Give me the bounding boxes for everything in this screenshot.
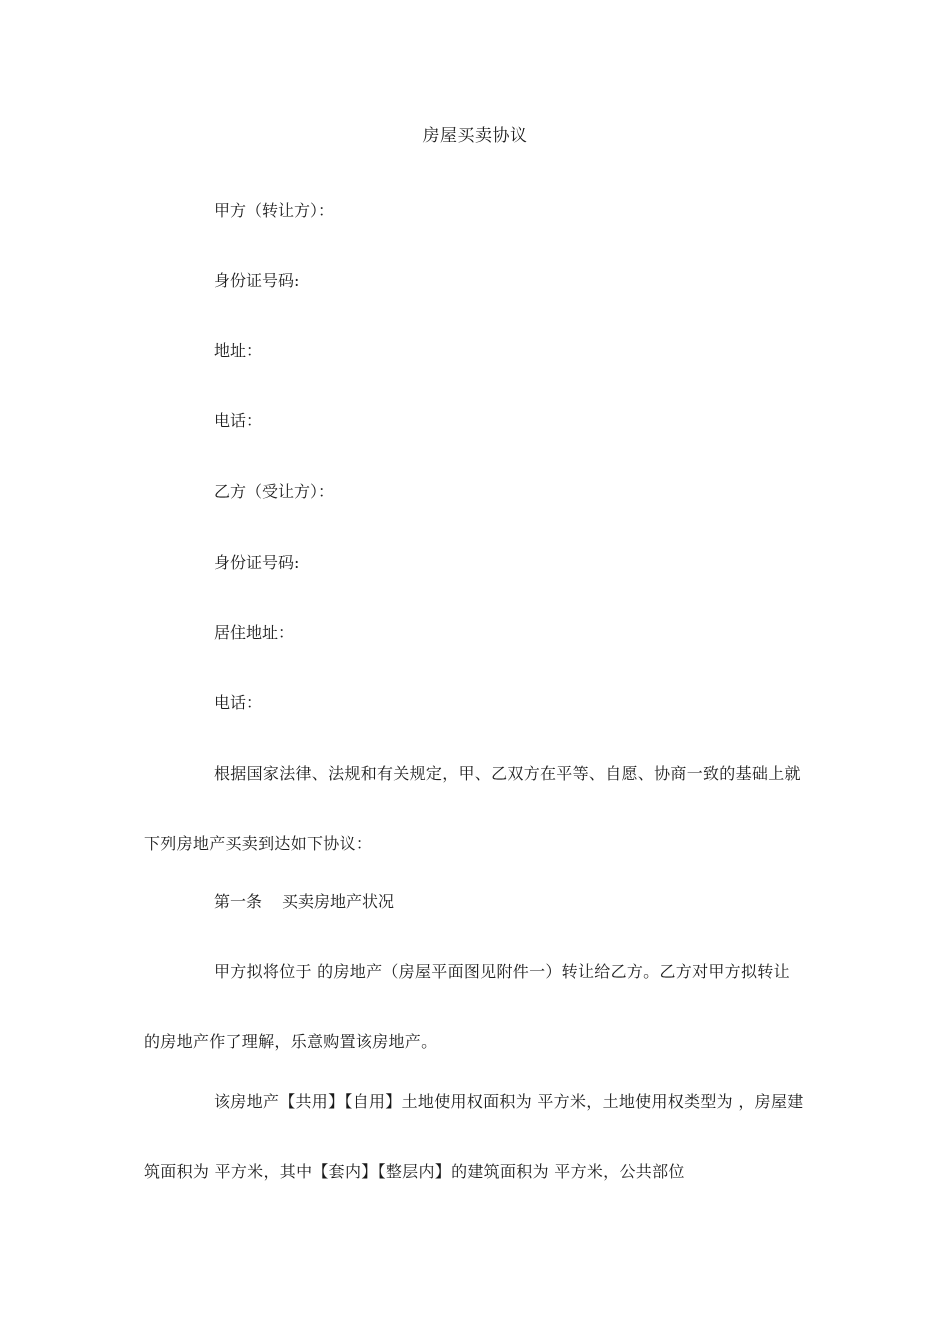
party-b-label: 乙方（受让方）：: [214, 482, 335, 501]
preamble-paragraph: 根据国家法律、法规和有关规定，甲、乙双方在平等、自愿、协商一致的基础上就下列房地产买卖到达如下协议：: [144, 764, 801, 853]
party-a-label: 甲方（转让方）：: [214, 201, 335, 220]
party-a-id-label: 身份证号码:: [214, 271, 300, 290]
article-1-paragraph-2: 该房地产【共用】【自用】土地使用权面积为 平方米，土地使用权类型为 ，房屋建筑面积为 平方米，其中【套内】【整层内】的建筑面积为 平方米，公共部位: [144, 1092, 804, 1181]
article-1-title: 买卖房地产状况: [282, 892, 395, 911]
document-title: 房屋买卖协议: [422, 126, 528, 146]
party-b-phone-label: 电话：: [214, 693, 263, 712]
article-1-number: 第一条: [214, 892, 263, 911]
party-b-id-label: 身份证号码:: [214, 553, 300, 572]
party-a-phone-label: 电话：: [214, 411, 263, 430]
party-a-address-label: 地址：: [214, 341, 263, 360]
article-1-paragraph-1: 甲方拟将位于 的房地产（房屋平面图见附件一）转让给乙方。乙方对甲方拟转让的房地产作了理解，乐意购置该房地产。: [144, 962, 790, 1051]
party-b-address-label: 居住地址：: [214, 623, 295, 642]
article-1-heading: [214, 890, 394, 914]
